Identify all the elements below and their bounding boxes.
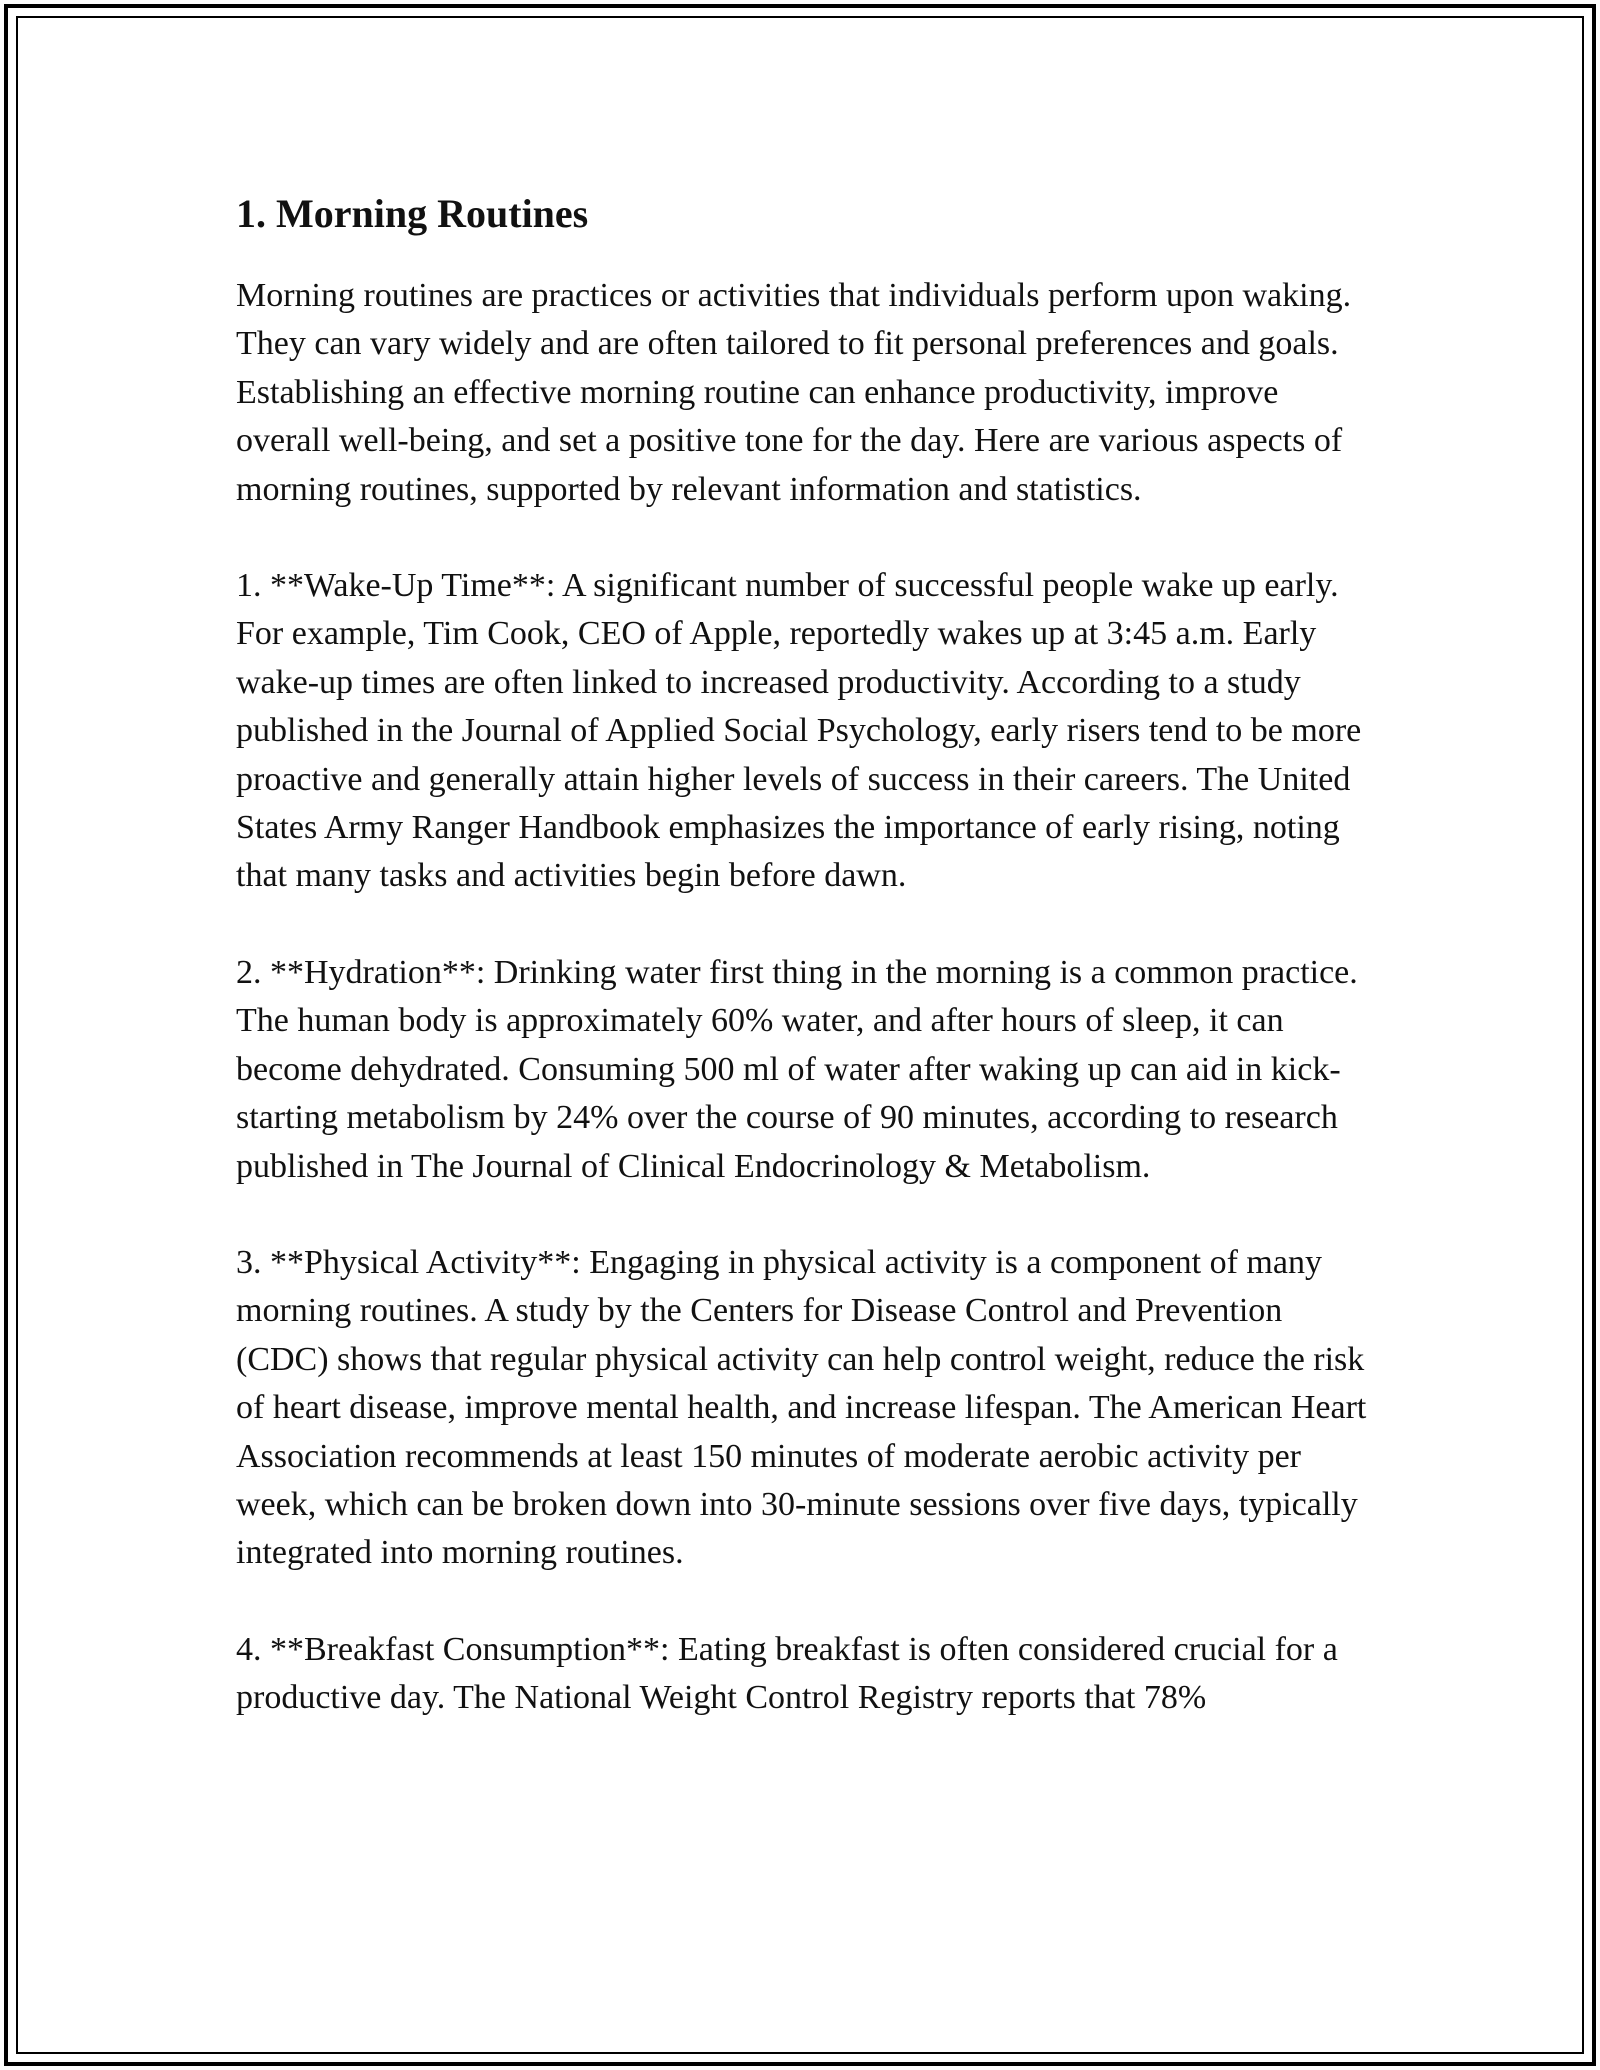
section-heading: 1. Morning Routines bbox=[236, 191, 589, 236]
document-body bbox=[236, 186, 1376, 1771]
hydration-paragraph: 2. **Hydration**: Drinking water first thing in the morning is a common practice. The human body is approximately 60% water, and after hours of sleep, it can become dehydrated. Consuming 500 ml of water after waking up can aid in kick-starting metabolism by 24% over the course of 90 minutes, according to research published in The Journal of Clinical Endocrinology & Metabolism. bbox=[236, 953, 1358, 1185]
wake-up-time-paragraph: 1. **Wake-Up Time**: A significant number of successful people wake up early. For example, Tim Cook, CEO of Apple, reportedly wakes up at 3:45 a.m. Early wake-up times are often linked to increased productivity. According to a study published in the Journal of Applied Social Psychology, early risers tend to be more proactive and generally attain higher levels of success in their careers. The United States Army Ranger Handbook emphasizes the importance of early rising, noting that many tasks and activities begin before dawn. bbox=[236, 567, 1362, 895]
physical-activity-paragraph: 3. **Physical Activity**: Engaging in physical activity is a component of many morning routines. A study by the Centers for Disease Control and Prevention (CDC) shows that regular physical activity can help control weight, reduce the risk of heart disease, improve mental health, and increase lifespan. The American Heart Association recommends at least 150 minutes of moderate aerobic activity per week, which can be broken down into 30-minute sessions over five days, typically integrated into morning routines. bbox=[236, 1243, 1367, 1572]
breakfast-consumption-paragraph: 4. **Breakfast Consumption**: Eating breakfast is often considered crucial for a productive day. The National Weight Control Registry reports that 78% bbox=[236, 1630, 1338, 1717]
intro-paragraph: Morning routines are practices or activities that individuals perform upon waking. They can vary widely and are often tailored to fit personal preferences and goals. Establishing an effective morning routine can enhance productivity, improve overall well-being, and set a positive tone for the day. Here are various aspects of morning routines, supported by relevant information and statistics. bbox=[236, 277, 1352, 508]
